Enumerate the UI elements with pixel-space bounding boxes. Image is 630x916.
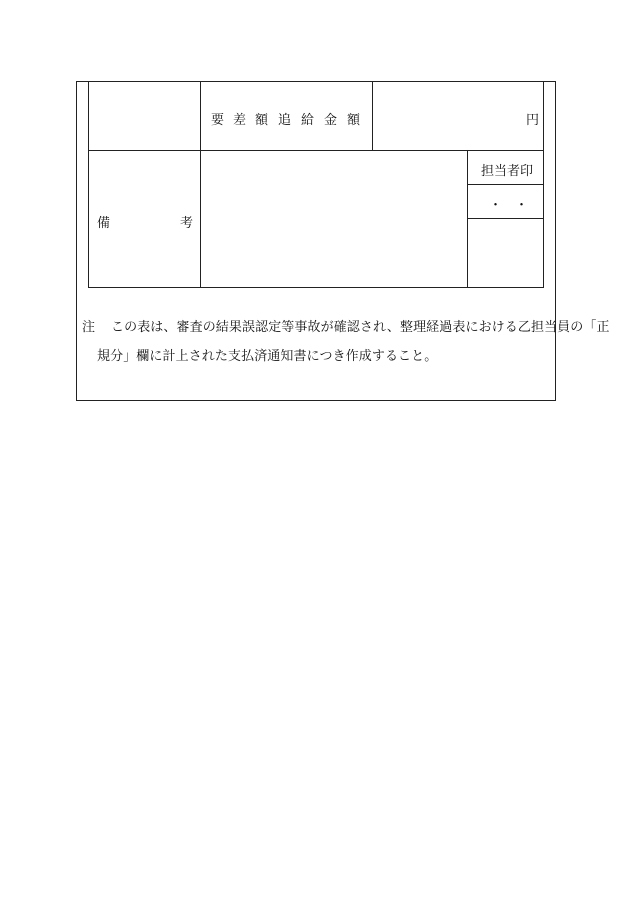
remarks-content-cell xyxy=(200,150,468,288)
label-char: 追 xyxy=(278,113,292,128)
stamp-header-label: 担当者印 xyxy=(481,164,534,179)
amount-cell xyxy=(372,81,544,151)
note-line-2: 規分」欄に計上された支払済通知書につき作成すること。 xyxy=(97,349,438,364)
yen-unit: 円 xyxy=(526,113,540,128)
stamp-seal-cell xyxy=(467,218,544,288)
note-marker: 注 xyxy=(82,320,96,335)
label-char: 要 xyxy=(211,113,225,128)
label-char: 差 xyxy=(233,113,247,128)
label-char: 額 xyxy=(347,113,361,128)
blank-cell xyxy=(88,81,201,151)
remarks-label-left: 備 xyxy=(97,216,111,231)
remarks-label-right: 考 xyxy=(180,216,194,231)
label-char: 金 xyxy=(324,113,338,128)
note-line-1: この表は、審査の結果誤認定等事故が確認され、整理経過表における乙担当員の「正 xyxy=(111,320,610,335)
label-char: 額 xyxy=(255,113,269,128)
label-char: 給 xyxy=(301,113,315,128)
stamp-date-label: ・ ・ xyxy=(489,198,529,213)
